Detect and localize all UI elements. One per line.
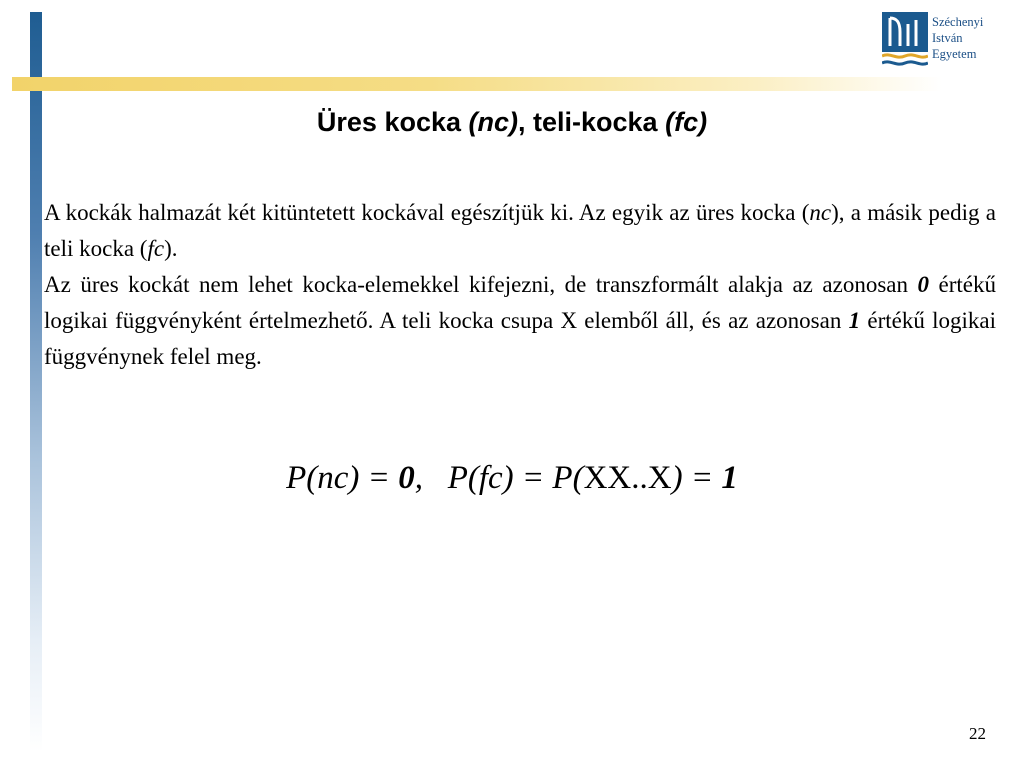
top-accent-band [12,77,942,91]
logo-text [932,14,983,62]
p1-text-c: ). [164,236,178,261]
formula-part-1: P(nc) = [286,460,399,496]
formula-part-3: ) = [671,460,722,496]
p2-text-b: értékű logikai függvényként értelmezhető. A teli kocka csupa X elemből áll, és az azonosan [44,272,997,333]
formula [0,460,1024,497]
paragraph-1 [44,195,996,267]
p2-text-c: értékű logikai függvénynek felel meg. [44,308,996,369]
logo-line-1: Széchenyi [932,15,984,29]
title-nc: (nc) [468,107,519,137]
slide-title [0,107,1024,138]
formula-xx: XX..X [583,460,672,496]
p1-fc: fc [147,236,165,261]
formula-sep: , [414,460,448,496]
title-part-1: Üres kocka [316,107,469,137]
p1-text-a: A kockák halmazát két kitüntetett kockával egészítjük ki. Az egyik az üres kocka ( [44,200,810,225]
p2-one: 1 [848,308,861,333]
formula-one: 1 [721,460,738,496]
p2-text-a: Az üres kockát nem lehet kocka-elemekkel kifejezni, de transzformált alakja az azonosan [44,272,918,297]
body-text [44,195,996,375]
p1-text-b: ), a másik pedig a teli kocka ( [44,200,996,261]
page-number: 22 [969,724,986,743]
title-fc: (fc) [665,107,708,137]
p1-nc: nc [809,200,832,225]
p2-zero: 0 [917,272,930,297]
paragraph-2 [44,267,996,375]
formula-part-2: P(fc) = P( [447,460,584,496]
university-logo [882,12,994,72]
logo-line-2: István [932,31,963,45]
logo-line-3: Egyetem [932,47,977,61]
title-part-2: , teli-kocka [518,107,666,137]
logo-mark-icon [882,12,928,68]
formula-zero: 0 [398,460,415,496]
